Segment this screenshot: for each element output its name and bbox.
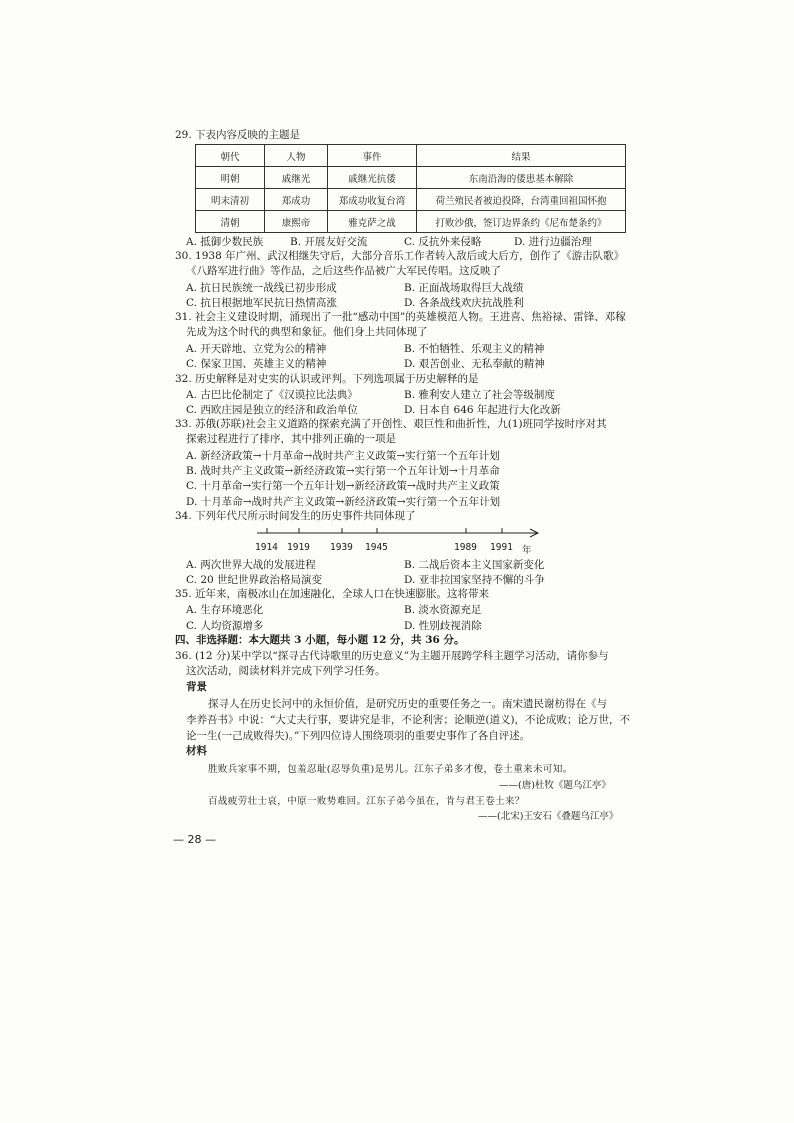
timeline-axis	[255, 525, 545, 541]
q33-option-b: B. 战时共产主义政策→新经济政策→实行第一个五年计划→十月革命	[186, 465, 500, 477]
table-row	[196, 189, 626, 211]
timeline-year: 1991	[490, 542, 513, 553]
q30-option-b: B. 正面战场取得巨大战绩	[404, 282, 524, 294]
q31-option-b: B. 不怕牺牲、乐观主义的精神	[404, 343, 545, 355]
q31-option-a: A. 开天辟地、立党为公的精神	[186, 343, 327, 355]
timeline-year: 1989	[454, 542, 477, 553]
q33-stem-line2: 探索过程进行了排序，其中排列正确的一项是	[186, 433, 396, 445]
background-heading: 背景	[186, 681, 207, 693]
q35-option-d: D. 性别歧视消除	[404, 620, 482, 632]
q29-option-a: A. 抵御少数民族	[186, 236, 264, 248]
q32-option-d: D. 日本自 646 年起进行大化改新	[404, 404, 561, 416]
q29-stem: 29. 下表内容反映的主题是	[175, 129, 301, 141]
q34-stem: 34. 下列年代尺所示时间发生的历史事件共同体现了	[175, 510, 416, 522]
timeline-unit: 年	[522, 545, 532, 556]
q30-stem-line1: 30. 1938 年广州、武汉相继失守后，大部分音乐工作者转入敌后或大后方，创作了《游击队歌》	[175, 250, 625, 262]
table-header-cell: 事件	[328, 145, 417, 167]
q30-option-a: A. 抗日民族统一战线已初步形成	[186, 282, 337, 294]
q29-option-d: D. 进行边疆治理	[514, 236, 592, 248]
poem-line2: 百战疲劳壮士哀，中原一败势难回。江东子弟今虽在，肯与君王卷土来？	[208, 796, 525, 807]
timeline-year: 1939	[330, 542, 353, 553]
table-cell: 戚继光	[265, 167, 328, 189]
table-cell: 明朝	[196, 167, 265, 189]
table-header-row	[196, 145, 626, 167]
material-heading: 材料	[186, 745, 207, 757]
q29-table	[195, 144, 626, 233]
q33-option-c: C. 十月革命→实行第一个五年计划→新经济政策→战时共产主义政策	[186, 480, 500, 492]
q32-option-b: B. 雅利安人建立了社会等级制度	[404, 389, 555, 401]
q33-option-d: D. 十月革命→战时共产主义政策→新经济政策→实行第一个五年计划	[186, 496, 501, 508]
table-cell: 郑成功收复台湾	[328, 189, 417, 211]
q30-option-c: C. 抗日根据地军民抗日热情高涨	[186, 297, 337, 309]
background-line1: 探寻人在历史长河中的永恒价值，是研究历史的重要任务之一。南宋遗民谢枋得在《与	[208, 698, 607, 710]
background-line2: 李养吾书》中说：“大丈夫行事，要讲究是非，不论利害；论顺逆(道义)，不论成败；论万世，不	[186, 714, 631, 726]
timeline-year: 1945	[365, 542, 388, 553]
table-cell: 清朝	[196, 211, 265, 233]
q32-stem: 32. 历史解释是对史实的认识或评判。下列选项属于历史解释的是	[175, 373, 479, 385]
poem-line1: 胜败兵家事不期，包羞忍耻(忍辱负重)是男儿。江东子弟多才俊，卷土重来未可知。	[208, 764, 573, 775]
table-cell: 康熙帝	[265, 211, 328, 233]
table-header-cell: 结果	[417, 145, 626, 167]
q31-option-c: C. 保家卫国、英雄主义的精神	[186, 358, 327, 370]
table-row	[196, 167, 626, 189]
table-header-cell: 人物	[265, 145, 328, 167]
table-cell: 戚继光抗倭	[328, 167, 417, 189]
q31-stem-line2: 先成为这个时代的典型和象征。他们身上共同体现了	[186, 326, 428, 338]
timeline-year: 1919	[287, 542, 310, 553]
q34-option-a: A. 两次世界大战的发展进程	[186, 559, 316, 571]
q36-stem-line1: 36. (12 分)某中学以“探寻古代诗歌里的历史意义”为主题开展跨学科主题学习活动，请你参与	[175, 650, 609, 662]
q35-option-b: B. 淡水资源充足	[404, 604, 482, 616]
table-cell: 荷兰殖民者被迫投降，台湾重回祖国怀抱	[417, 189, 626, 211]
q35-option-c: C. 人均资源增多	[186, 620, 264, 632]
q34-option-b: B. 二战后资本主义国家新变化	[404, 559, 545, 571]
table-cell: 雅克萨之战	[328, 211, 417, 233]
q35-option-a: A. 生存环境恶化	[186, 604, 264, 616]
table-cell: 东南沿海的倭患基本解除	[417, 167, 626, 189]
q33-option-a: A. 新经济政策→十月革命→战时共产主义政策→实行第一个五年计划	[186, 450, 500, 462]
background-line3: 论一生(一己成败得失)。”下列四位诗人围绕项羽的重要史事作了各自评述。	[186, 730, 531, 742]
q30-option-d: D. 各条战线欢庆抗战胜利	[404, 297, 524, 309]
q34-option-d: D. 亚非拉国家坚持不懈的斗争	[404, 574, 545, 586]
q35-stem: 35. 近年来，南极冰山在加速融化，全球人口在快速膨胀。这将带来	[175, 588, 490, 600]
timeline-ruler	[255, 525, 545, 555]
timeline-year: 1914	[255, 542, 278, 553]
q31-option-d: D. 艰苦创业、无私奉献的精神	[404, 358, 545, 370]
table-cell: 打败沙俄，签订边界条约《尼布楚条约》	[417, 211, 626, 233]
q29-option-b: B. 开展友好交流	[290, 236, 368, 248]
q36-stem-line2: 这次活动，阅读材料并完成下列学习任务。	[186, 665, 386, 677]
page-number: — 28 —	[173, 833, 216, 846]
table-header-cell: 朝代	[196, 145, 265, 167]
table-cell: 明末清初	[196, 189, 265, 211]
table-cell: 郑成功	[265, 189, 328, 211]
q31-stem-line1: 31. 社会主义建设时期，涌现出了一批“感动中国”的英雄模范人物。王进喜、焦裕禄、雷锋、邓稼	[175, 311, 626, 323]
poem-source2: ——(北宋)王安石《叠题乌江亭》	[478, 811, 619, 822]
q32-option-c: C. 西欧庄园是独立的经济和政治单位	[186, 404, 358, 416]
poem-source1: ——(唐)杜牧《题乌江亭》	[499, 780, 611, 791]
q34-option-c: C. 20 世纪世界政治格局演变	[186, 574, 323, 586]
section-heading: 四、非选择题：本大题共 3 小题，每小题 12 分，共 36 分。	[175, 634, 465, 646]
q29-option-c: C. 反抗外来侵略	[404, 236, 482, 248]
q32-option-a: A. 古巴比伦制定了《汉谟拉比法典》	[186, 389, 358, 401]
q33-stem-line1: 33. 苏俄(苏联)社会主义道路的探索充满了开创性、艰巨性和曲折性，九(1)班同学按时序对其	[175, 418, 607, 430]
q30-stem-line2: 《八路军进行曲》等作品，之后这些作品被广大军民传唱。这反映了	[186, 265, 501, 277]
table-row	[196, 211, 626, 233]
